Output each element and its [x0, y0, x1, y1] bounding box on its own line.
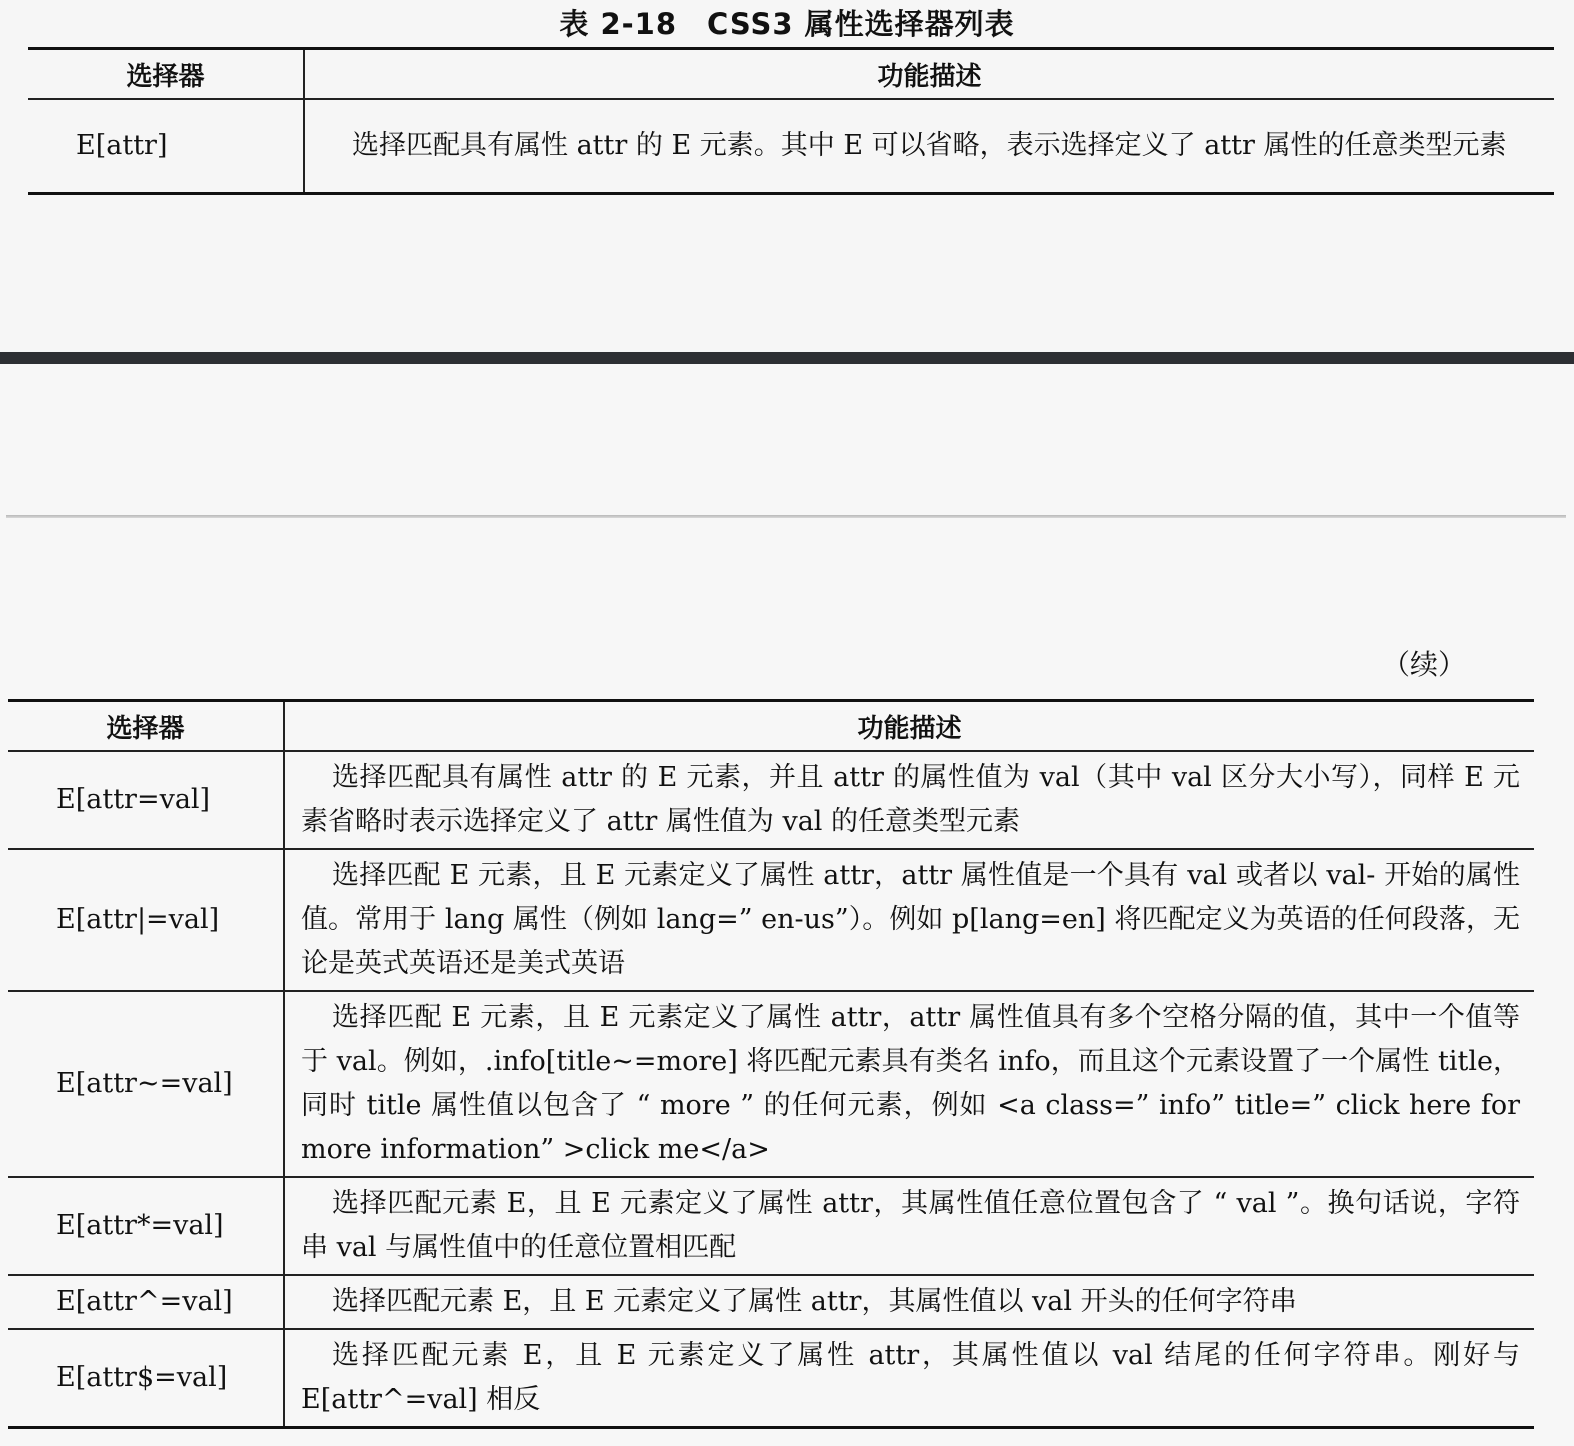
description-cell: 选择匹配元素 E，且 E 元素定义了属性 attr，其属性值以 val 结尾的任何字符串。刚好与 E[attr^=val] 相反: [284, 1329, 1534, 1428]
table-header-row: [8, 701, 1534, 752]
faint-horizontal-rule: [6, 515, 1566, 518]
selector-cell: E[attr]: [28, 99, 304, 193]
table-row: [8, 1329, 1534, 1428]
selector-cell: E[attr$=val]: [8, 1329, 284, 1428]
selector-table-2: [8, 699, 1534, 1429]
table-row: [8, 1275, 1534, 1329]
selector-table-1: [28, 47, 1554, 195]
continued-label: （续）: [1381, 648, 1466, 681]
table-row: [28, 99, 1554, 193]
selector-cell: E[attr~=val]: [8, 991, 284, 1177]
selector-cell: E[attr=val]: [8, 751, 284, 849]
header-description: 功能描述: [304, 49, 1554, 100]
selector-cell: E[attr*=val]: [8, 1177, 284, 1275]
description-cell: 选择匹配具有属性 attr 的 E 元素。其中 E 可以省略，表示选择定义了 attr 属性的任意类型元素: [304, 99, 1554, 193]
description-cell: 选择匹配元素 E，且 E 元素定义了属性 attr，其属性值以 val 开头的任何字符串: [284, 1275, 1534, 1329]
description-cell: 选择匹配 E 元素，且 E 元素定义了属性 attr，attr 属性值具有多个空格分隔的值，其中一个值等于 val。例如，.info[title~=more] 将匹配元素具有类名 info，而且这个元素设置了一个属性 title，同时 title 属性值以包含了 “ more ” 的任何元素，例如 <a class=” info” title=” click here for more information” >click me</a>: [284, 991, 1534, 1177]
page-divider: [0, 352, 1574, 364]
header-description: 功能描述: [284, 701, 1534, 752]
table-row: [8, 1177, 1534, 1275]
description-cell: 选择匹配元素 E，且 E 元素定义了属性 attr，其属性值任意位置包含了 “ val ”。换句话说，字符串 val 与属性值中的任意位置相匹配: [284, 1177, 1534, 1275]
table-title: 表 2-18 CSS3 属性选择器列表: [559, 7, 1015, 41]
selector-cell: E[attr|=val]: [8, 849, 284, 991]
table-header-row: [28, 49, 1554, 100]
table-row: [8, 849, 1534, 991]
selector-cell: E[attr^=val]: [8, 1275, 284, 1329]
description-cell: 选择匹配 E 元素，且 E 元素定义了属性 attr，attr 属性值是一个具有 val 或者以 val- 开始的属性值。常用于 lang 属性（例如 lang=” en-us”）。例如 p[lang=en] 将匹配定义为英语的任何段落，无论是英式英语还是美式英语: [284, 849, 1534, 991]
header-selector: 选择器: [28, 49, 304, 100]
table-row: [8, 991, 1534, 1177]
description-cell: 选择匹配具有属性 attr 的 E 元素，并且 attr 的属性值为 val（其中 val 区分大小写），同样 E 元素省略时表示选择定义了 attr 属性值为 val 的任意类型元素: [284, 751, 1534, 849]
table-row: [8, 751, 1534, 849]
header-selector: 选择器: [8, 701, 284, 752]
